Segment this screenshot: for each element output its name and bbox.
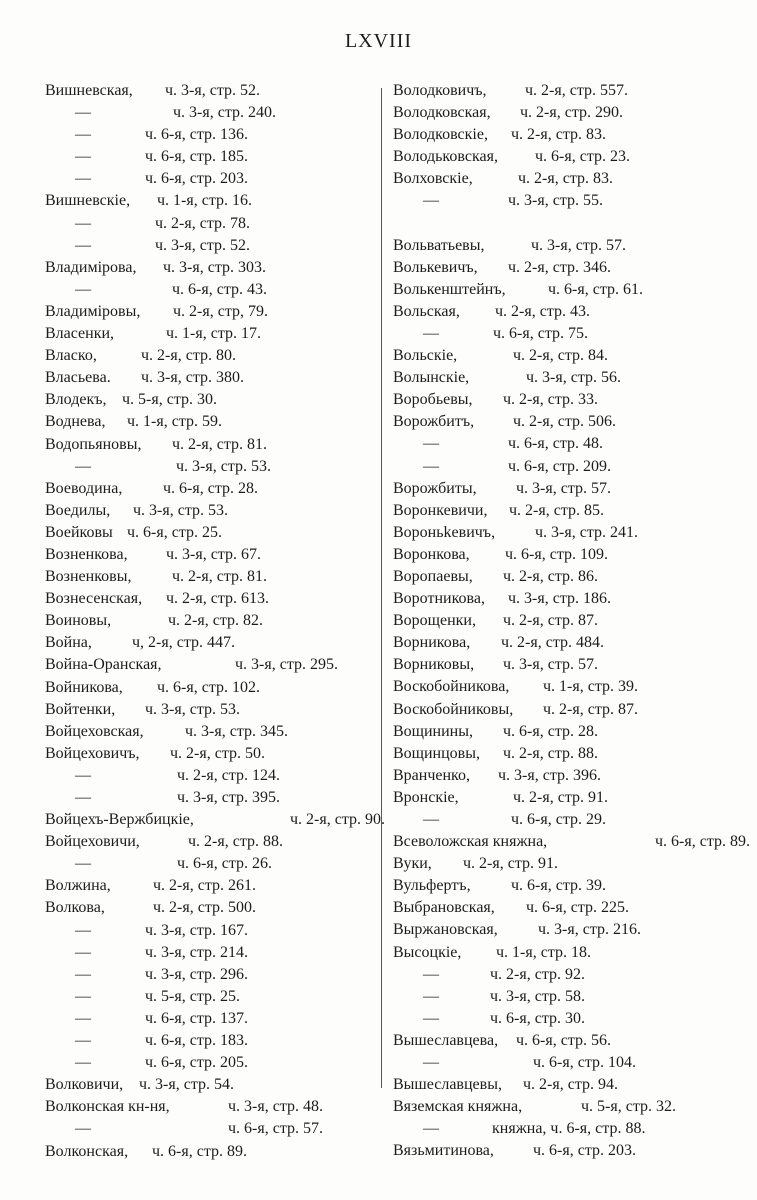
entry-reference: ч. 2-я, стр. 85. (509, 501, 605, 519)
right-entry (393, 588, 743, 610)
left-entry (45, 787, 375, 809)
entry-reference: ч. 3-я, стр. 345. (185, 722, 289, 740)
entry-reference: ч. 3-я, стр. 167. (145, 921, 249, 939)
entry-surname: Вольватьевы, (393, 236, 485, 254)
entry-reference: ч. 2-я, стр. 81. (172, 568, 268, 586)
left-entry (45, 765, 375, 787)
entry-reference: ч. 6-я, стр. 29. (511, 811, 607, 828)
entry-reference: ч. 6-я, стр. 203. (533, 1142, 637, 1160)
entry-surname: Всеволожская княжна, (393, 833, 548, 851)
right-entry (393, 80, 743, 102)
entry-surname: Вощинцовы, (393, 744, 480, 762)
left-entry (45, 1030, 375, 1052)
left-entry (45, 146, 375, 168)
entry-ditto-dash: — (423, 811, 439, 828)
left-entry (45, 566, 375, 588)
left-entry (45, 920, 375, 942)
right-entry (393, 610, 743, 632)
entry-reference: ч. 2-я, стр. 87. (503, 612, 599, 630)
entry-reference: ч. 2-я, стр. 83. (518, 170, 614, 188)
entry-surname: Воскобойникова, (393, 678, 510, 696)
right-entry (393, 102, 743, 124)
right-entry (393, 500, 743, 522)
entry-surname: Волконская, (45, 1142, 129, 1160)
left-entry (45, 323, 375, 345)
entry-surname: Воеводина, (45, 479, 123, 497)
entry-ditto-dash: — (75, 1032, 91, 1050)
column-divider (381, 88, 382, 1088)
entry-surname: Выржановская, (393, 921, 498, 939)
right-entry (393, 1030, 743, 1052)
entry-reference: ч. 2-я, стр. 484. (501, 634, 605, 652)
entry-surname: Войцеховская, (45, 722, 144, 740)
right-entry (393, 279, 743, 301)
left-entry (45, 522, 375, 544)
entry-surname: Воскобойниковы, (393, 700, 514, 718)
right-entry (393, 456, 743, 478)
entry-surname: Воропаевы, (393, 567, 473, 585)
entry-reference: ч. 6-я, стр. 30. (490, 1009, 586, 1027)
entry-surname: Волховскіе, (393, 170, 473, 188)
entry-reference: ч. 2-я, стр. 500. (153, 899, 257, 917)
entry-reference: ч. 2-я, стр. 90. (290, 811, 386, 829)
entry-reference: ч. 5-я, стр. 25. (145, 987, 241, 1005)
right-entry (393, 1140, 743, 1162)
entry-reference: ч. 3-я, стр. 240. (173, 104, 277, 122)
entry-reference: ч. 3-я, стр. 52. (165, 82, 261, 99)
entry-reference: ч. 2-я, стр. 557. (525, 82, 629, 99)
entry-surname: Воротникова, (393, 590, 485, 608)
left-entry (45, 345, 375, 367)
right-entry (393, 1096, 743, 1118)
right-entry (393, 389, 743, 411)
entry-surname: Воронкевичи, (393, 501, 488, 519)
entry-surname: Войникова, (45, 678, 123, 696)
entry-surname: Война-Оранская, (45, 656, 162, 674)
left-entry (45, 654, 375, 676)
entry-surname: Вощинины, (393, 722, 473, 740)
entry-reference: ч. 6-я, стр. 61. (548, 280, 644, 298)
right-entry (393, 522, 743, 544)
left-entry (45, 367, 375, 389)
left-entry (45, 897, 375, 919)
entry-reference: ч. 6-я, стр. 137. (145, 1009, 249, 1027)
entry-reference: ч. 2-я, стр. 91. (513, 788, 609, 806)
entry-surname: Войцехъ-Вержбицкіе, (45, 811, 194, 829)
entry-reference: ч. 2-я, стр. 94. (523, 1076, 619, 1094)
entry-reference: ч. 6-я, стр. 48. (508, 435, 604, 453)
entry-ditto-dash: — (75, 457, 91, 475)
page-header-numeral: LXVIII (344, 30, 413, 52)
right-entry (393, 919, 743, 941)
right-entry (393, 124, 743, 146)
entry-surname: Ворощенки, (393, 612, 476, 630)
left-entry (45, 809, 386, 831)
entry-surname: Воднева, (45, 413, 106, 431)
right-entry (393, 875, 743, 897)
entry-reference: ч. 6-я, стр. 57. (228, 1120, 324, 1138)
right-entry (393, 831, 751, 853)
entry-surname: Воиновы, (45, 612, 112, 630)
entry-reference: ч. 2-я, стр. 261. (153, 877, 257, 895)
entry-reference: ч. 1-я, стр. 16. (157, 192, 253, 210)
entry-ditto-dash: — (75, 214, 91, 232)
entry-reference: ч. 3-я, стр. 303. (163, 258, 267, 276)
right-entry (393, 743, 743, 765)
entry-reference: ч. 3-я, стр. 214. (145, 943, 249, 961)
left-entry (45, 964, 375, 986)
left-entry (45, 544, 375, 566)
entry-surname: Владиміровы, (45, 302, 141, 320)
entry-ditto-dash: — (423, 1120, 439, 1138)
right-index-column (393, 80, 751, 1163)
entry-ditto-dash: — (75, 965, 91, 983)
entry-reference: ч. 3-я, стр. 241. (535, 523, 639, 541)
entry-reference: ч. 2-я, стр. 88. (503, 744, 599, 762)
entry-ditto-dash: — (423, 987, 439, 1005)
right-entry (393, 478, 743, 500)
right-entry (393, 676, 743, 698)
entry-reference: ч. 6-я, стр. 89. (152, 1142, 248, 1160)
entry-reference: ч. 6-я, стр. 109. (505, 545, 609, 563)
left-entry (45, 190, 375, 212)
left-entry (45, 677, 375, 699)
right-entry (393, 168, 743, 190)
entry-reference: ч. 3-я, стр. 296. (145, 965, 249, 983)
entry-ditto-dash: — (75, 104, 91, 122)
entry-reference: ч. 3-я, стр. 186. (508, 590, 612, 608)
entry-reference: ч. 3-я, стр. 48. (228, 1098, 324, 1116)
right-entry (393, 1118, 743, 1140)
entry-reference: ч. 6-я, стр. 39. (511, 877, 607, 895)
entry-reference: ч. 1-я, стр. 39. (543, 678, 639, 696)
entry-ditto-dash: — (423, 324, 439, 342)
entry-surname: Володковская, (393, 104, 491, 122)
entry-reference: ч. 2-я, стр. 290. (520, 104, 624, 122)
entry-surname: Владимірова, (45, 258, 137, 276)
entry-reference: ч. 2-я, стр. 50. (170, 744, 266, 762)
entry-reference: ч. 6-я, стр. 203. (145, 170, 249, 188)
entry-reference: ч. 6-я, стр. 102. (157, 678, 261, 696)
entry-ditto-dash: — (423, 965, 439, 983)
left-entry (45, 1096, 375, 1118)
entry-ditto-dash: — (75, 1120, 91, 1138)
left-entry (45, 213, 375, 235)
entry-surname: Вяземская княжна, (393, 1098, 523, 1116)
entry-surname: Волькенштейнъ, (393, 280, 506, 298)
entry-reference: ч. 2-я, стр. 506. (513, 413, 617, 431)
entry-gap (393, 213, 743, 235)
entry-reference: ч. 1-я, стр. 17. (166, 325, 262, 343)
entry-surname: Возненковы, (45, 568, 132, 586)
entry-ditto-dash: — (75, 1054, 91, 1072)
entry-reference: ч. 3-я, стр. 54. (139, 1076, 235, 1094)
entry-ditto-dash: — (423, 1054, 439, 1072)
entry-surname: Власенки, (45, 325, 115, 343)
entry-reference: ч. 6-я, стр. 26. (177, 855, 273, 873)
left-index-column (45, 80, 386, 1163)
entry-surname: Воробьевы, (393, 391, 473, 409)
entry-reference: ч. 6-я, стр. 28. (163, 479, 259, 497)
entry-reference: ч. 3-я, стр. 53. (145, 700, 241, 718)
entry-reference: ч. 2-я, стр. 43. (495, 302, 591, 320)
entry-surname: Вольская, (393, 302, 460, 320)
entry-reference: ч. 6-я, стр. 104. (533, 1054, 637, 1072)
left-entry (45, 1052, 375, 1074)
right-entry (393, 544, 743, 566)
entry-reference: ч. 3-я, стр. 57. (516, 479, 612, 497)
left-entry (45, 743, 375, 765)
entry-reference: ч. 3-я, стр. 52. (155, 236, 251, 254)
entry-surname: Война, (45, 634, 92, 652)
entry-ditto-dash: — (75, 789, 91, 806)
entry-surname: Волковичи, (45, 1076, 124, 1094)
left-entry (45, 831, 375, 853)
right-entry (393, 721, 743, 743)
entry-surname: Власьева. (45, 369, 111, 387)
left-entry (45, 124, 375, 146)
entry-reference: ч. 6-я, стр. 75. (493, 324, 589, 342)
entry-reference: ч. 3-я, стр. 395. (177, 789, 281, 806)
left-entry (45, 588, 375, 610)
right-entry (393, 411, 743, 433)
left-entry (45, 235, 375, 257)
left-entry (45, 610, 375, 632)
entry-surname: Вронскіе, (393, 788, 459, 806)
entry-surname: Воейковы (45, 523, 113, 541)
right-entry (393, 654, 743, 676)
left-entry (45, 853, 375, 875)
entry-surname: Воедилы, (45, 501, 111, 519)
entry-reference: ч. 3-я, стр. 216. (538, 921, 642, 939)
entry-reference: ч. 2-я, стр. 83. (511, 126, 607, 144)
entry-reference: ч. 2-я, стр. 80. (141, 347, 237, 365)
left-entry (45, 257, 375, 279)
entry-reference: ч. 2-я, стр. 33. (503, 391, 599, 409)
entry-reference: ч. 3-я, стр. 57. (531, 236, 627, 254)
left-entry (45, 632, 375, 654)
right-entry (393, 235, 743, 257)
entry-reference: ч. 2-я, стр, 79. (173, 302, 269, 320)
right-entry (393, 433, 743, 455)
entry-reference: ч. 2-я, стр. 88. (188, 833, 284, 851)
entry-reference: ч. 6-я, стр. 183. (145, 1032, 249, 1050)
entry-reference: ч. 3-я, стр. 380. (141, 369, 245, 387)
entry-reference: ч. 3-я, стр. 58. (490, 987, 586, 1005)
left-entry (45, 986, 375, 1008)
entry-reference: ч. 6-я, стр. 23. (535, 148, 631, 166)
entry-reference: ч. 6-я, стр. 136. (145, 126, 249, 144)
left-entry (45, 456, 375, 478)
entry-surname: Выбрановская, (393, 899, 495, 917)
entry-reference: ч. 6-я, стр. 209. (508, 457, 612, 475)
right-entry (393, 942, 743, 964)
left-entry (45, 168, 375, 190)
entry-ditto-dash: — (75, 170, 91, 188)
entry-surname: Волжина, (45, 877, 111, 895)
entry-reference: ч. 2-я, стр. 92. (490, 965, 586, 983)
entry-surname: Волконская кн-ня, (45, 1098, 170, 1116)
entry-surname: Влодекъ, (45, 391, 107, 409)
entry-ditto-dash: — (423, 435, 439, 453)
entry-reference: ч. 3-я, стр. 53. (176, 457, 272, 475)
entry-surname: Ворниковы, (393, 656, 475, 674)
left-entry (45, 411, 375, 433)
entry-reference: ч. 6-я, стр. 43. (172, 280, 268, 298)
left-entry (45, 699, 375, 721)
entry-ditto-dash: — (75, 943, 91, 961)
entry-surname: Волькевичъ, (393, 258, 478, 276)
entry-ditto-dash: — (423, 1009, 439, 1027)
entry-surname: Володковскіе, (393, 126, 488, 144)
left-entry (45, 1074, 375, 1096)
entry-reference: ч. 6-я, стр. 225. (526, 899, 630, 917)
entry-reference: ч. 1-я, стр. 59. (127, 413, 223, 431)
entry-reference: ч, 2-я, стр. 447. (132, 634, 236, 652)
entry-reference: ч. 2-я, стр. 613. (166, 590, 270, 608)
entry-ditto-dash: — (75, 921, 91, 939)
left-entry (45, 721, 375, 743)
right-entry (393, 367, 743, 389)
right-entry (393, 787, 743, 809)
right-entry (393, 566, 743, 588)
left-entry (45, 1141, 375, 1163)
entry-surname: Вранченко, (393, 766, 471, 784)
left-entry (45, 434, 375, 456)
right-entry (393, 699, 743, 721)
entry-surname: Вольскіе, (393, 347, 458, 365)
entry-surname: Вязьмитинова, (393, 1142, 494, 1160)
entry-reference: ч. 6-я, стр. 205. (145, 1054, 249, 1072)
entry-ditto-dash: — (75, 1009, 91, 1027)
left-entry (45, 389, 375, 411)
entry-surname: Войтенки, (45, 700, 116, 718)
entry-reference: ч. 2-я, стр. 84. (513, 347, 609, 365)
entry-surname: Ворожбитъ, (393, 413, 475, 431)
right-entry (393, 323, 743, 345)
entry-reference: княжна, ч. 6-я, стр. 88. (492, 1120, 646, 1138)
right-entry (393, 765, 743, 787)
entry-surname: Ворникова, (393, 634, 471, 652)
entry-ditto-dash: — (75, 855, 91, 873)
entry-reference: ч. 3-я, стр. 57. (503, 656, 599, 674)
entry-surname: Вишневская, (45, 82, 133, 99)
entry-reference: ч. 5-я, стр. 32. (581, 1098, 677, 1116)
entry-surname: Волкова, (45, 899, 105, 917)
entry-ditto-dash: — (423, 192, 439, 210)
left-entry (45, 1118, 375, 1140)
right-entry (393, 809, 743, 831)
left-entry (45, 1008, 375, 1030)
entry-reference: ч. 2-я, стр. 346. (508, 258, 612, 276)
right-entry (393, 986, 743, 1008)
entry-surname: Вишневскіе, (45, 192, 131, 210)
entry-reference: ч. 2-я, стр. 82. (168, 612, 264, 630)
right-entry (393, 1008, 743, 1030)
entry-surname: Возненкова, (45, 545, 128, 563)
left-entry (45, 301, 375, 323)
entry-surname: Вульфертъ, (393, 877, 471, 895)
right-entry (393, 964, 743, 986)
entry-ditto-dash: — (75, 126, 91, 144)
right-entry (393, 1074, 743, 1096)
entry-reference: ч. 2-я, стр. 86. (503, 567, 599, 585)
entry-reference: ч. 6-я, стр. 25. (127, 523, 223, 541)
right-entry (393, 897, 743, 919)
entry-surname: Волынскіе, (393, 369, 470, 387)
right-entry (393, 257, 743, 279)
left-entry (45, 478, 375, 500)
entry-surname: Воронкова, (393, 545, 470, 563)
right-entry (393, 190, 743, 212)
entry-surname: Власко, (45, 347, 97, 365)
entry-ditto-dash: — (75, 280, 91, 298)
entry-reference: ч. 2-я, стр. 87. (543, 700, 639, 718)
right-entry (393, 146, 743, 168)
entry-reference: ч. 6-я, стр. 89. (655, 833, 751, 851)
entry-reference: ч. 5-я, стр. 30. (122, 391, 218, 409)
entry-reference: ч. 6-я, стр. 56. (516, 1031, 612, 1049)
entry-reference: ч. 3-я, стр. 53. (133, 501, 229, 519)
entry-reference: ч. 6-я, стр. 185. (145, 148, 249, 166)
entry-surname: Ворожбиты, (393, 479, 477, 497)
entry-surname: Вознесенская, (45, 590, 143, 608)
right-entry (393, 345, 743, 367)
left-entry (45, 279, 375, 301)
left-entry (45, 875, 375, 897)
entry-surname: Войцеховичъ, (45, 744, 140, 762)
entry-reference: ч. 3-я, стр. 55. (508, 192, 604, 210)
left-entry (45, 942, 375, 964)
entry-reference: ч. 2-я, стр. 78. (155, 214, 251, 232)
entry-reference: ч. 3-я, стр. 67. (166, 545, 262, 563)
entry-surname: Вороньkевичъ, (393, 523, 496, 541)
entry-surname: Володьковская, (393, 148, 498, 166)
entry-surname: Вуки, (393, 855, 432, 873)
entry-reference: ч. 3-я, стр. 396. (498, 766, 602, 784)
entry-ditto-dash: — (75, 766, 91, 784)
right-entry (393, 632, 743, 654)
entry-surname: Войцеховичи, (45, 833, 140, 851)
entry-ditto-dash: — (423, 457, 439, 475)
entry-surname: Вышеславцева, (393, 1031, 499, 1049)
entry-surname: Вышеславцевы, (393, 1076, 502, 1094)
entry-reference: ч. 1-я, стр. 18. (496, 943, 592, 961)
right-entry (393, 853, 743, 875)
entry-reference: ч. 6-я, стр. 28. (503, 722, 599, 740)
entry-reference: ч. 3-я, стр. 295. (235, 656, 339, 674)
entry-reference: ч. 2-я, стр. 91. (463, 855, 559, 873)
entry-reference: ч. 2-я, стр. 81. (172, 435, 268, 453)
entry-ditto-dash: — (75, 987, 91, 1005)
left-entry (45, 80, 375, 102)
entry-ditto-dash: — (75, 148, 91, 166)
entry-surname: Высоцкіе, (393, 943, 462, 961)
left-entry (45, 500, 375, 522)
entry-surname: Володковичъ, (393, 82, 487, 99)
right-entry (393, 1052, 743, 1074)
entry-surname: Водопьяновы, (45, 435, 142, 453)
right-entry (393, 301, 743, 323)
entry-reference: ч. 3-я, стр. 56. (526, 369, 622, 387)
entry-reference: ч. 2-я, стр. 124. (177, 766, 281, 784)
left-entry (45, 102, 375, 124)
entry-ditto-dash: — (75, 236, 91, 254)
